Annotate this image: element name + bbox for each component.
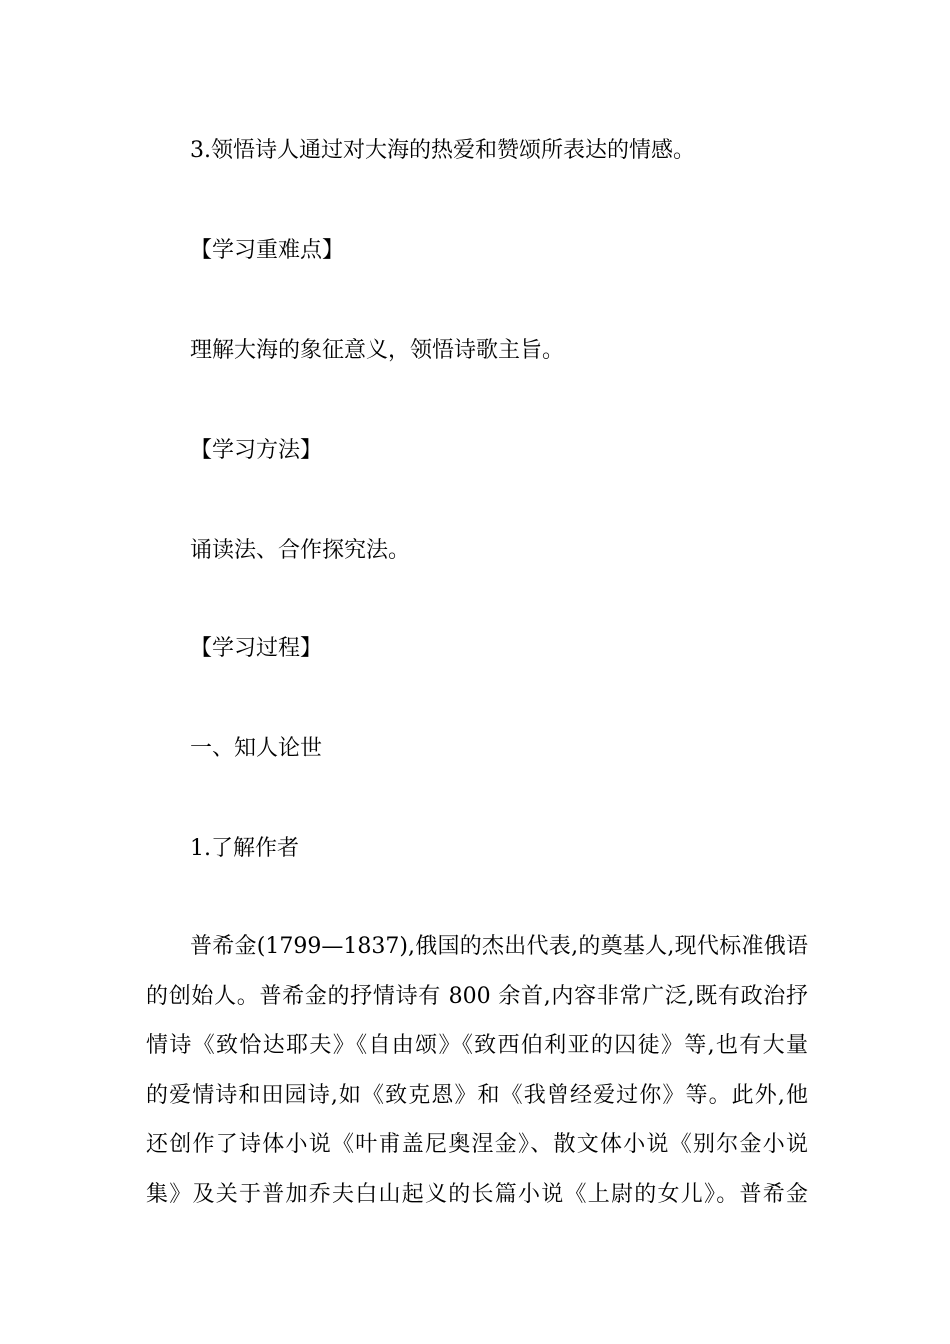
section-one-title: 一、知人论世 [190, 736, 323, 761]
heading-process: 【学习过程】 [190, 636, 323, 661]
paragraph-line: 集》及关于普加乔夫白山起义的长篇小说《上尉的女儿》。普希金 [146, 1181, 808, 1207]
paragraph-line: 还创作了诗体小说《叶甫盖尼奥涅金》、散文体小说《别尔金小说 [146, 1132, 808, 1157]
heading-key-difficulties: 【学习重难点】 [190, 238, 345, 263]
paragraph-line: 的爱情诗和田园诗,如《致克恩》和《我曾经爱过你》等。此外,他 [146, 1082, 808, 1108]
subsection-author-title: 1.了解作者 [190, 836, 299, 861]
methods-text: 诵读法、合作探究法。 [190, 538, 411, 563]
author-paragraph [146, 922, 808, 1219]
key-difficulties-text: 理解大海的象征意义，领悟诗歌主旨。 [190, 338, 565, 363]
paragraph-line: 情诗《致恰达耶夫》《自由颂》《致西伯利亚的囚徒》等,也有大量 [146, 1033, 808, 1058]
objective-3: 3.领悟诗人通过对大海的热爱和赞颂所表达的情感。 [190, 138, 695, 163]
heading-methods: 【学习方法】 [190, 438, 323, 463]
paragraph-line: 普希金(1799—1837),俄国的杰出代表,的奠基人,现代标准俄语 [190, 934, 808, 959]
paragraph-line: 的创始人。普希金的抒情诗有 800 余首,内容非常广泛,既有政治抒 [146, 983, 808, 1009]
